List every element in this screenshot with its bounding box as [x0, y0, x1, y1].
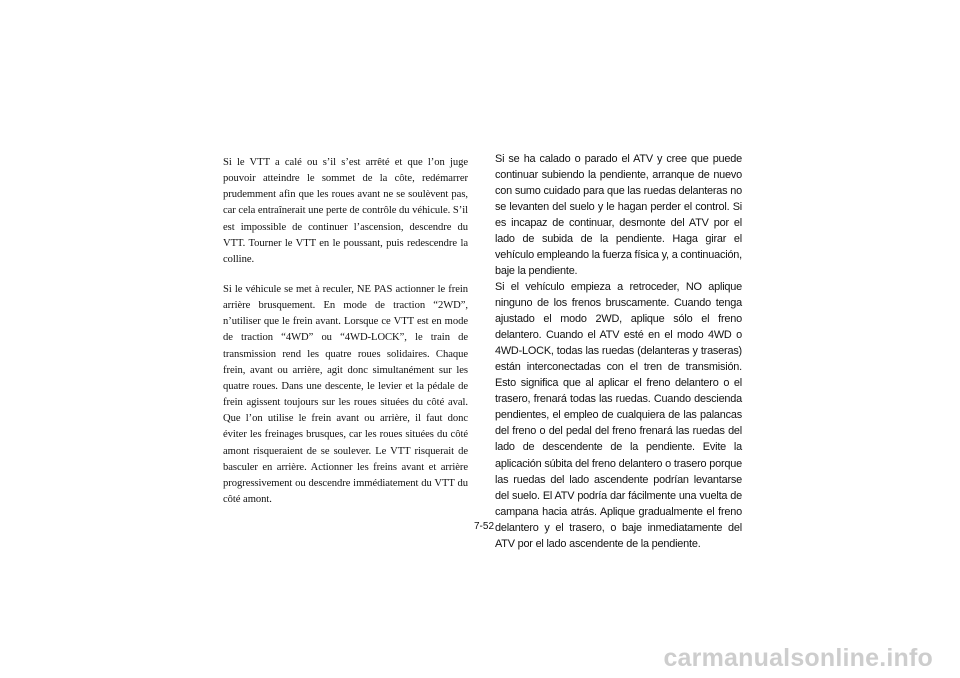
french-paragraph-stalled-on-hill: Si le VTT a calé ou s’il s’est arrêté et que l’on juge pouvoir atteindre le sommet de la côte, redémarrer prudemment afin que les roues avant ne se soulèvent pas, car cela entraînerait une perte de contrôle du véhicule. S’il est impossible de continuer l’ascension, descendre du VTT. Tourner le VTT en le poussant, puis redescendre la colline.	[223, 157, 468, 265]
watermark: carmanualsonline.info	[663, 644, 933, 672]
spanish-paragraph-rolling-backwards: Si el vehículo empieza a retroceder, NO aplique ninguno de los frenos bruscamente. Cuando tenga ajustado el modo 2WD, aplique sólo el freno delantero. Cuando el ATV esté en el modo 4WD o 4WD-LOCK, todas las ruedas (delanteras y traseras) están interconectadas con el tren de transmisión. Esto significa que al aplicar el freno delantero o el trasero, frenará todas las ruedas. Cuando descienda pendientes, el empleo de cualquiera de las palancas del freno o del pedal del freno frenará las ruedas del lado de descendente de la pendiente. Evite la aplicación súbita del freno delantero o trasero porque las ruedas del lado ascendente podrían levantarse del suelo. El ATV podría dar fácilmente una vuelta de campana hacia atrás. Aplique gradualmente el freno delantero y el trasero, o baje inmediatamente del ATV por el lado ascendente de la pendiente.	[495, 281, 742, 550]
page-number: 7-52	[473, 521, 494, 532]
spanish-paragraph-stalled-on-hill: Si se ha calado o parado el ATV y cree que puede continuar subiendo la pendiente, arranque de nuevo con sumo cuidado para que las ruedas delanteras no se levanten del suelo y le hagan perder el control. Si es incapaz de continuar, desmonte del ATV por el lado de subida de la pendiente. Haga girar el vehículo empleando la fuerza física y, a continuación, baje la pendiente.	[495, 153, 742, 278]
french-paragraph-rolling-backwards: Si le véhicule se met à reculer, NE PAS actionner le frein arrière brusquement. En mode de traction “2WD”, n’utiliser que le frein avant. Lorsque ce VTT est en mode de traction “4WD” ou “4WD-LOCK”, le train de transmission rend les quatre roues solidaires. Chaque frein, avant ou arrière, agit donc simultanément sur les quatre roues. Dans une descente, le levier et la pédale de frein agissent toujours sur les roues situées du côté aval. Que l’on utilise le frein avant ou arrière, il faut donc éviter les freinages brusques, car les roues situées du côté amont risqueraient de se soulever. Le VTT risquerait de basculer en arrière. Actionner les freins avant et arrière progressivement ou descendre immédiatement du VTT du côté amont.	[223, 284, 468, 506]
